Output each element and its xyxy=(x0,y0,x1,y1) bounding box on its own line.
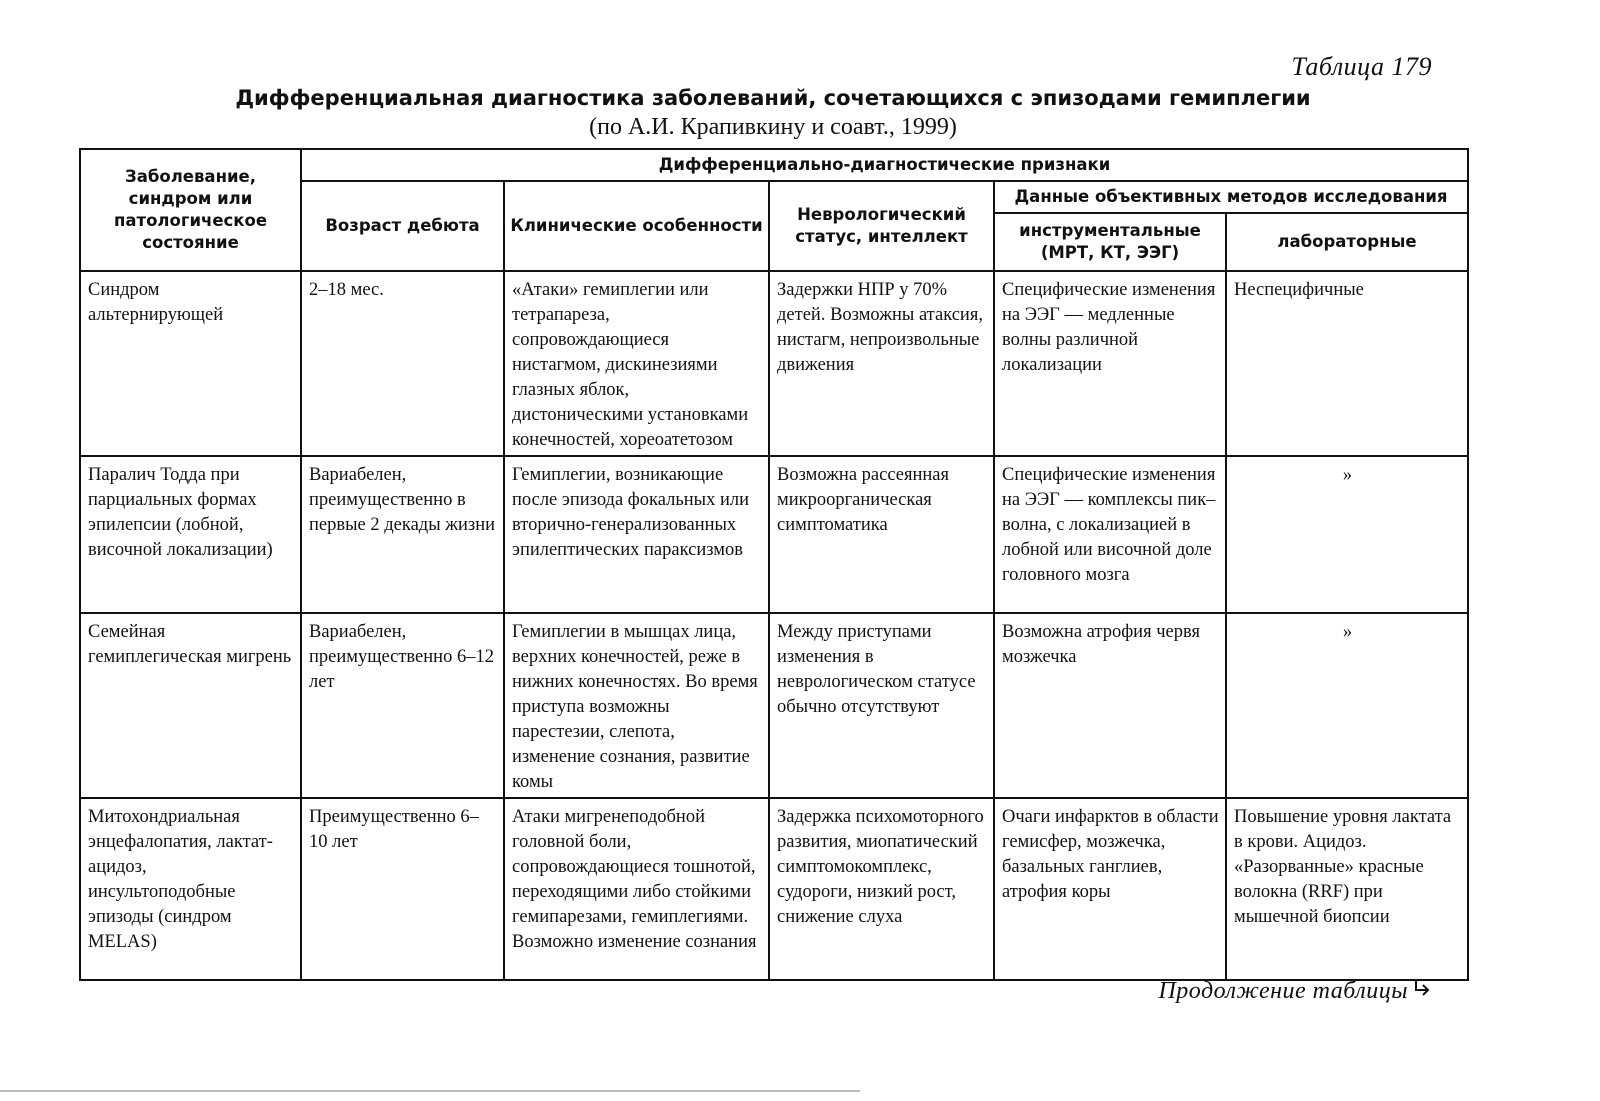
cell-neuro: Между приступами изменения в неврологическом статусе обычно отсутствуют xyxy=(769,613,994,798)
cell-laboratory: Неспецифичные xyxy=(1226,271,1468,456)
turn-arrow-icon xyxy=(1408,978,1432,1004)
page-bottom-rule xyxy=(0,1090,860,1092)
header-row-1 xyxy=(80,149,1468,181)
table-subtitle: (по А.И. Крапивкину и соавт., 1999) xyxy=(589,114,957,140)
table-number: Таблица 179 xyxy=(1291,52,1432,81)
cell-disease: Синдром альтернирующей xyxy=(80,271,301,456)
cell-clinical: Атаки мигренеподобной головной боли, сопровождающиеся тошнотой, переходящими либо стойкими гемипарезами, гемиплегиями. Возможно изменение сознания xyxy=(504,798,769,980)
cell-clinical: Гемиплегии, возникающие после эпизода фокальных или вторично-генерализованных эпилептических параксизмов xyxy=(504,456,769,613)
header-laboratory: лабораторные xyxy=(1226,213,1468,271)
header-objective: Данные объективных методов исследования xyxy=(994,181,1468,213)
cell-instrumental: Очаги инфарктов в области гемисфер, мозжечка, базальных ганглиев, атрофия коры xyxy=(994,798,1226,980)
cell-clinical: «Атаки» гемиплегии или тетрапареза, сопровождающиеся нистагмом, дискинезиями глазных яблок, дистоническими установками конечностей, хореоатетозом xyxy=(504,271,769,456)
header-disease: Заболевание, синдром или патологическое состояние xyxy=(80,149,301,271)
cell-neuro: Возможна рассеянная микроорганическая симптоматика xyxy=(769,456,994,613)
header-instrumental: инструментальные (МРТ, КТ, ЭЭГ) xyxy=(994,213,1226,271)
cell-laboratory: Повышение уровня лактата в крови. Ацидоз. «Разорванные» красные волокна (RRF) при мышечной биопсии xyxy=(1226,798,1468,980)
table-title: Дифференциальная диагностика заболеваний, сочетающихся с эпизодами гемиплегии xyxy=(235,86,1311,110)
table-row xyxy=(80,271,1468,456)
cell-instrumental: Специфические изменения на ЭЭГ — комплексы пик–волна, с локализацией в лобной или височной доле головного мозга xyxy=(994,456,1226,613)
table-row xyxy=(80,798,1468,980)
cell-neuro: Задержка психомоторного развития, миопатический симптомокомплекс, судороги, низкий рост, снижение слуха xyxy=(769,798,994,980)
cell-disease: Семейная гемиплегическая мигрень xyxy=(80,613,301,798)
cell-laboratory: » xyxy=(1226,613,1468,798)
header-group: Дифференциально-диагностические признаки xyxy=(301,149,1468,181)
continuation-label: Продолжение таблицы xyxy=(1158,978,1408,1004)
cell-disease: Митохондриальная энцефалопатия, лактат-ацидоз, инсультоподобные эпизоды (синдром MELAS) xyxy=(80,798,301,980)
header-onset: Возраст дебюта xyxy=(301,181,504,271)
cell-onset: Вариабелен, преимущественно 6–12 лет xyxy=(301,613,504,798)
cell-disease: Паралич Тодда при парциальных формах эпилепсии (лобной, височной локализации) xyxy=(80,456,301,613)
table-row xyxy=(80,613,1468,798)
header-clinical: Клинические особенности xyxy=(504,181,769,271)
continuation-note xyxy=(1158,978,1432,1005)
cell-instrumental: Специфические изменения на ЭЭГ — медленные волны различной локализации xyxy=(994,271,1226,456)
table-row xyxy=(80,456,1468,613)
diagnosis-table xyxy=(79,148,1469,981)
cell-laboratory: » xyxy=(1226,456,1468,613)
cell-onset: Вариабелен, преимущественно в первые 2 декады жизни xyxy=(301,456,504,613)
cell-instrumental: Возможна атрофия червя мозжечка xyxy=(994,613,1226,798)
header-neuro: Неврологический статус, интеллект xyxy=(769,181,994,271)
cell-neuro: Задержки НПР у 70% детей. Возможны атаксия, нистагм, непроизвольные движения xyxy=(769,271,994,456)
cell-clinical: Гемиплегии в мышцах лица, верхних конечностей, реже в нижних конечностях. Во время приступа возможны парестезии, слепота, изменение сознания, развитие комы xyxy=(504,613,769,798)
cell-onset: 2–18 мес. xyxy=(301,271,504,456)
cell-onset: Преимущественно 6–10 лет xyxy=(301,798,504,980)
